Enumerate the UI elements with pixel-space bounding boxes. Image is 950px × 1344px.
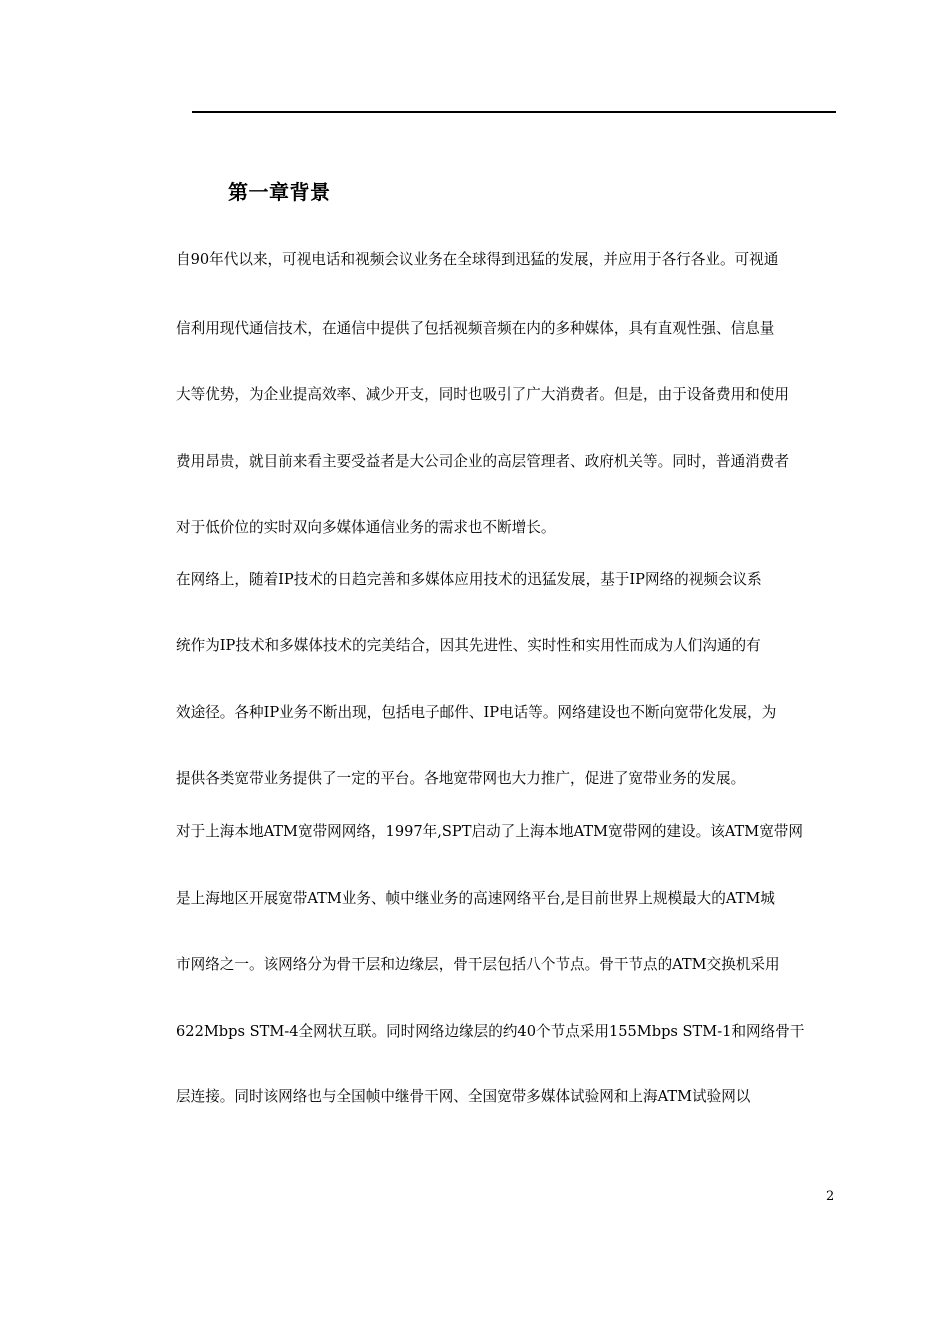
paragraph-2-line-3: 效途径。各种IP业务不断出现，包括电子邮件、IP电话等。网络建设也不断向宽带化发展，为 xyxy=(176,704,777,721)
paragraph-3-line-3: 市网络之一。该网络分为骨干层和边缘层，骨干层包括八个节点。骨干节点的ATM交换机采用 xyxy=(176,956,780,973)
paragraph-1-line-3: 大等优势，为企业提高效率、减少开支，同时也吸引了广大消费者。但是，由于设备费用和使用 xyxy=(176,386,789,403)
paragraph-3-line-5: 层连接。同时该网络也与全国帧中继骨干网、全国宽带多媒体试验网和上海ATM试验网以 xyxy=(176,1088,751,1105)
paragraph-3-line-2: 是上海地区开展宽带ATM业务、帧中继业务的高速网络平台,是目前世界上规模最大的ATM城 xyxy=(176,890,775,907)
paragraph-2-line-1: 在网络上，随着IP技术的日趋完善和多媒体应用技术的迅猛发展，基于IP网络的视频会议系 xyxy=(176,571,762,588)
paragraph-1-line-1: 自90年代以来，可视电话和视频会议业务在全球得到迅猛的发展，并应用于各行各业。可视通 xyxy=(176,251,779,268)
paragraph-3-line-4: 622Mbps STM-4全网状互联。同时网络边缘层的约40个节点采用155Mbps STM-1和网络骨干 xyxy=(176,1023,805,1040)
chapter-heading: 第一章背景 xyxy=(228,180,331,204)
paragraph-3-line-1: 对于上海本地ATM宽带网网络，1997年,SPT启动了上海本地ATM宽带网的建设。该ATM宽带网 xyxy=(176,823,803,840)
paragraph-1-line-2: 信利用现代通信技术，在通信中提供了包括视频音频在内的多种媒体，具有直观性强、信息量 xyxy=(176,320,775,337)
paragraph-2-line-2: 统作为IP技术和多媒体技术的完美结合，因其先进性、实时性和实用性而成为人们沟通的有 xyxy=(176,637,761,654)
header-rule xyxy=(192,111,836,113)
paragraph-1-line-5: 对于低价位的实时双向多媒体通信业务的需求也不断增长。 xyxy=(176,519,556,536)
page-number: 2 xyxy=(826,1189,835,1204)
paragraph-2-line-4: 提供各类宽带业务提供了一定的平台。各地宽带网也大力推广，促进了宽带业务的发展。 xyxy=(176,770,746,787)
paragraph-1-line-4: 费用昂贵，就目前来看主要受益者是大公司企业的高层管理者、政府机关等。同时，普通消费者 xyxy=(176,453,789,470)
